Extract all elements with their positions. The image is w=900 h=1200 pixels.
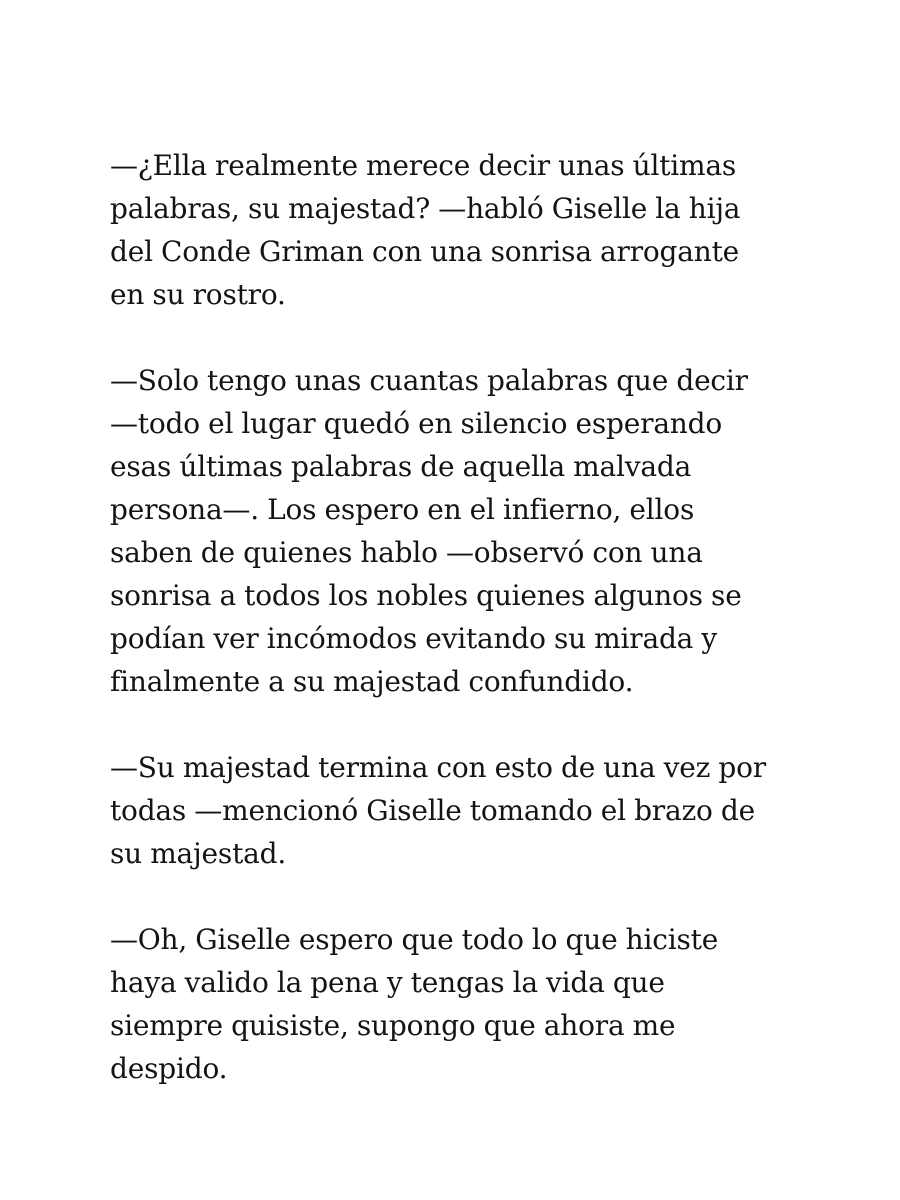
- text-line: persona—. Los espero en el infierno, ellos: [110, 493, 695, 526]
- text-line: finalmente a su majestad confundido.: [110, 665, 634, 698]
- text-line: palabras, su majestad? —habló Giselle la hija: [110, 192, 741, 225]
- text-line: siempre quisiste, supongo que ahora me: [110, 1009, 676, 1042]
- story-text: [110, 144, 810, 1133]
- text-line: todas —mencionó Giselle tomando el brazo de: [110, 794, 755, 827]
- text-line: podían ver incómodos evitando su mirada y: [110, 622, 717, 655]
- text-line: —Solo tengo unas cuantas palabras que decir: [110, 364, 748, 397]
- text-line: despido.: [110, 1052, 228, 1085]
- text-line: en su rostro.: [110, 278, 286, 311]
- paragraph-2: [110, 359, 810, 703]
- text-line: saben de quienes hablo —observó con una: [110, 536, 703, 569]
- text-line: del Conde Griman con una sonrisa arrogante: [110, 235, 740, 268]
- text-line: esas últimas palabras de aquella malvada: [110, 450, 692, 483]
- text-line: —todo el lugar quedó en silencio esperando: [110, 407, 723, 440]
- text-line: —Oh, Giselle espero que todo lo que hiciste: [110, 923, 719, 956]
- text-line: —Su majestad termina con esto de una vez por: [110, 751, 766, 784]
- text-line: —¿Ella realmente merece decir unas últimas: [110, 149, 737, 182]
- paragraph-4: [110, 918, 810, 1090]
- paragraph-3: [110, 746, 810, 875]
- text-line: su majestad.: [110, 837, 287, 870]
- paragraph-1: [110, 144, 810, 316]
- text-line: sonrisa a todos los nobles quienes algunos se: [110, 579, 742, 612]
- text-line: haya valido la pena y tengas la vida que: [110, 966, 665, 999]
